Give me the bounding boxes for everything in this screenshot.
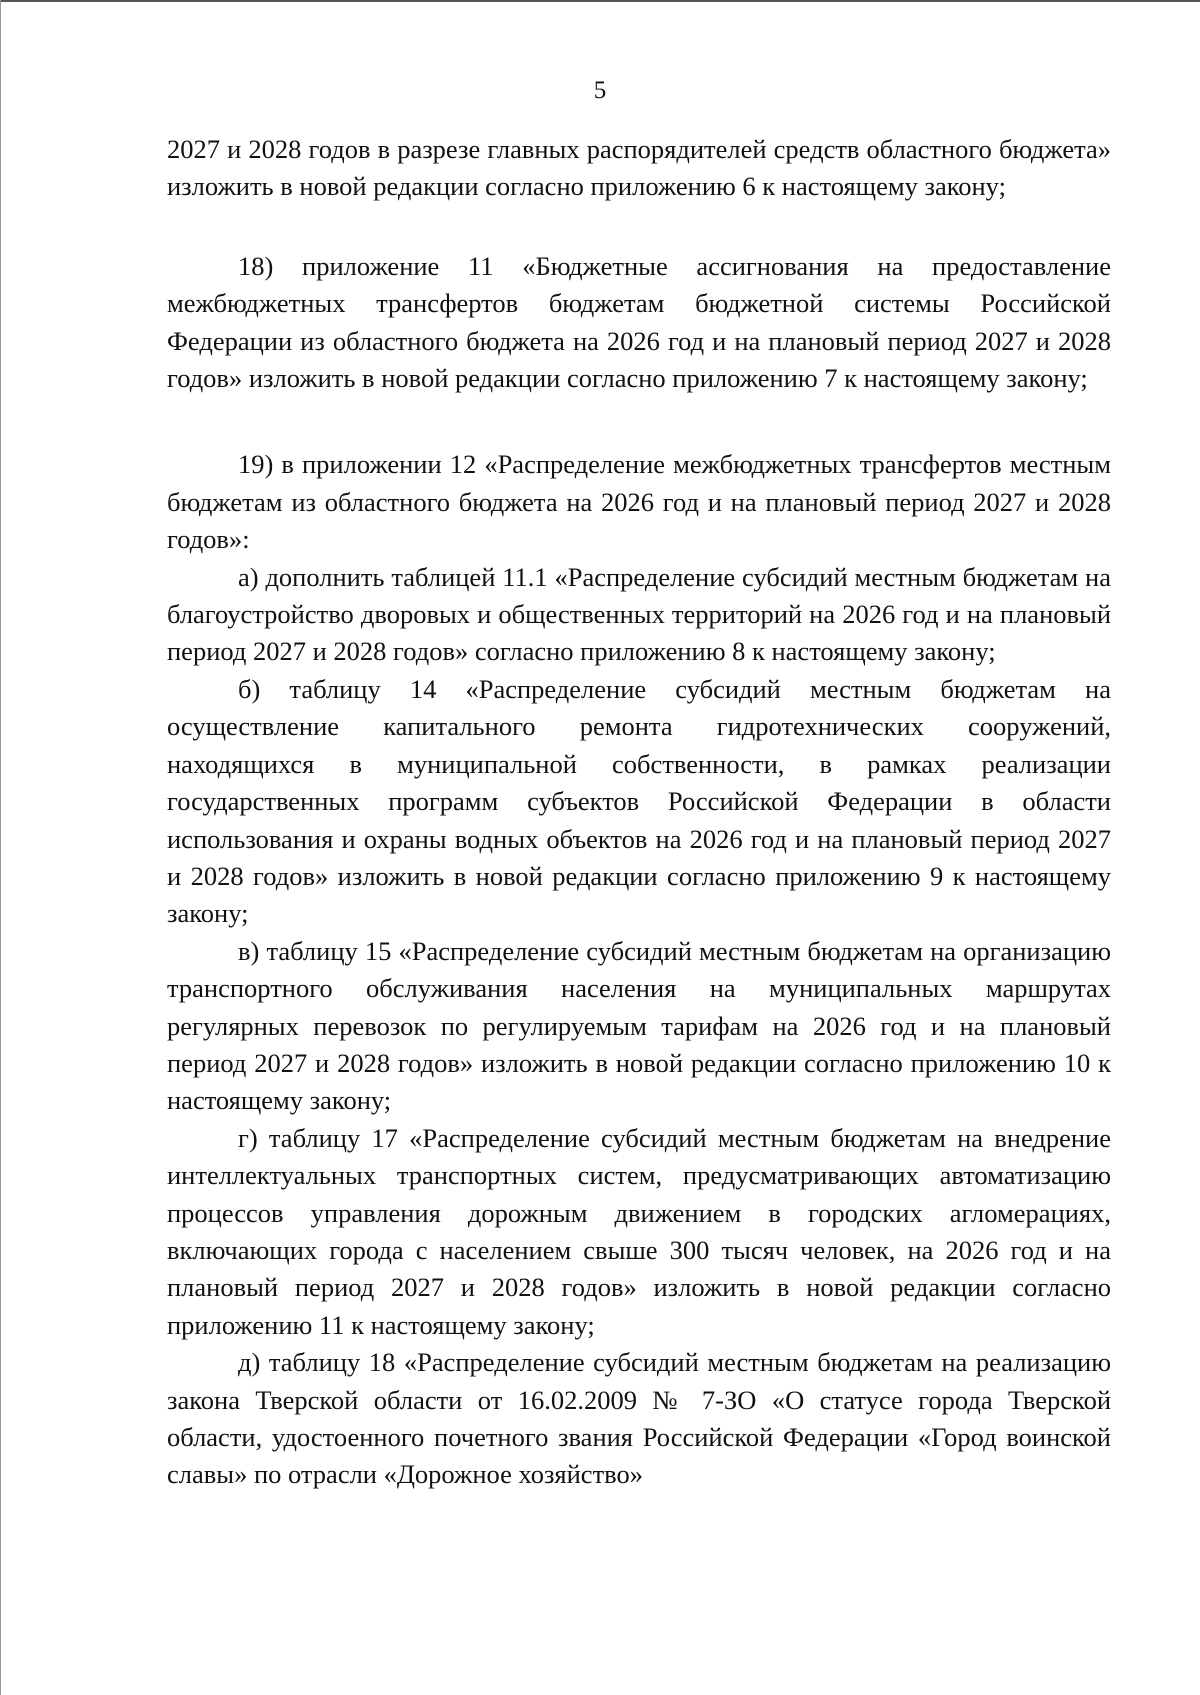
paragraph-subitem-b: б) таблицу 14 «Распределение субсидий местным бюджетам на осуществление капитального ремонта гидротехнических сооружений, находящихся в муниципальной собственности, в рамках реализации государственных программ субъектов Российской Федерации в области использования и охраны водных объектов на 2026 год и на плановый период 2027 и 2028 годов» изложить в новой редакции согласно приложению 9 к настоящему закону; xyxy=(167,673,1111,929)
paragraph-subitem-v: в) таблицу 15 «Распределение субсидий местным бюджетам на организацию транспортного обслуживания населения на муниципальных маршрутах регулярных перевозок по регулируемым тарифам на 2026 год и на плановый период 2027 и 2028 годов» изложить в новой редакции согласно приложению 10 к настоящему закону; xyxy=(167,935,1111,1116)
document-body xyxy=(167,131,1111,1494)
paragraph-subitem-d: д) таблицу 18 «Распределение субсидий местным бюджетам на реализацию закона Тверской области от 16.02.2009 № 7-ЗО «О статусе города Тверской области, удостоенного почетного звания Российской Федерации «Город воинской славы» по отрасли «Дорожное хозяйство» xyxy=(167,1347,1111,1490)
scan-edge-top xyxy=(0,0,1200,2)
paragraph-item-18: 18) приложение 11 «Бюджетные ассигнования на предоставление межбюджетных трансфертов бюджетам бюджетной системы Российской Федерации из областного бюджета на 2026 год и на плановый период 2027 и 2028 годов» изложить в новой редакции согласно приложению 7 к настоящему закону; xyxy=(167,250,1111,394)
paragraph-subitem-g: г) таблицу 17 «Распределение субсидий местным бюджетам на внедрение интеллектуальных транспортных систем, предусматривающих автоматизацию процессов управления дорожным движением в городских агломерациях, включающих города с населением свыше 300 тысяч человек, на 2026 год и на плановый период 2027 и 2028 годов» изложить в новой редакции согласно приложению 11 к настоящему закону; xyxy=(167,1122,1111,1340)
paragraph-subitem-a: а) дополнить таблицей 11.1 «Распределение субсидий местным бюджетам на благоустройство дворовых и общественных территорий на 2026 год и на плановый период 2027 и 2028 годов» согласно приложению 8 к настоящему закону; xyxy=(167,561,1111,667)
scan-edge-left xyxy=(0,0,1,1695)
paragraph-item-19: 19) в приложении 12 «Распределение межбюджетных трансфертов местным бюджетам из областного бюджета на 2026 год и на плановый период 2027 и 2028 годов»: xyxy=(167,449,1111,555)
page-number: 5 xyxy=(593,77,607,104)
paragraph-continuation: 2027 и 2028 годов в разрезе главных распорядителей средств областного бюджета» изложить в новой редакции согласно приложению 6 к настоящему закону; xyxy=(167,134,1111,202)
